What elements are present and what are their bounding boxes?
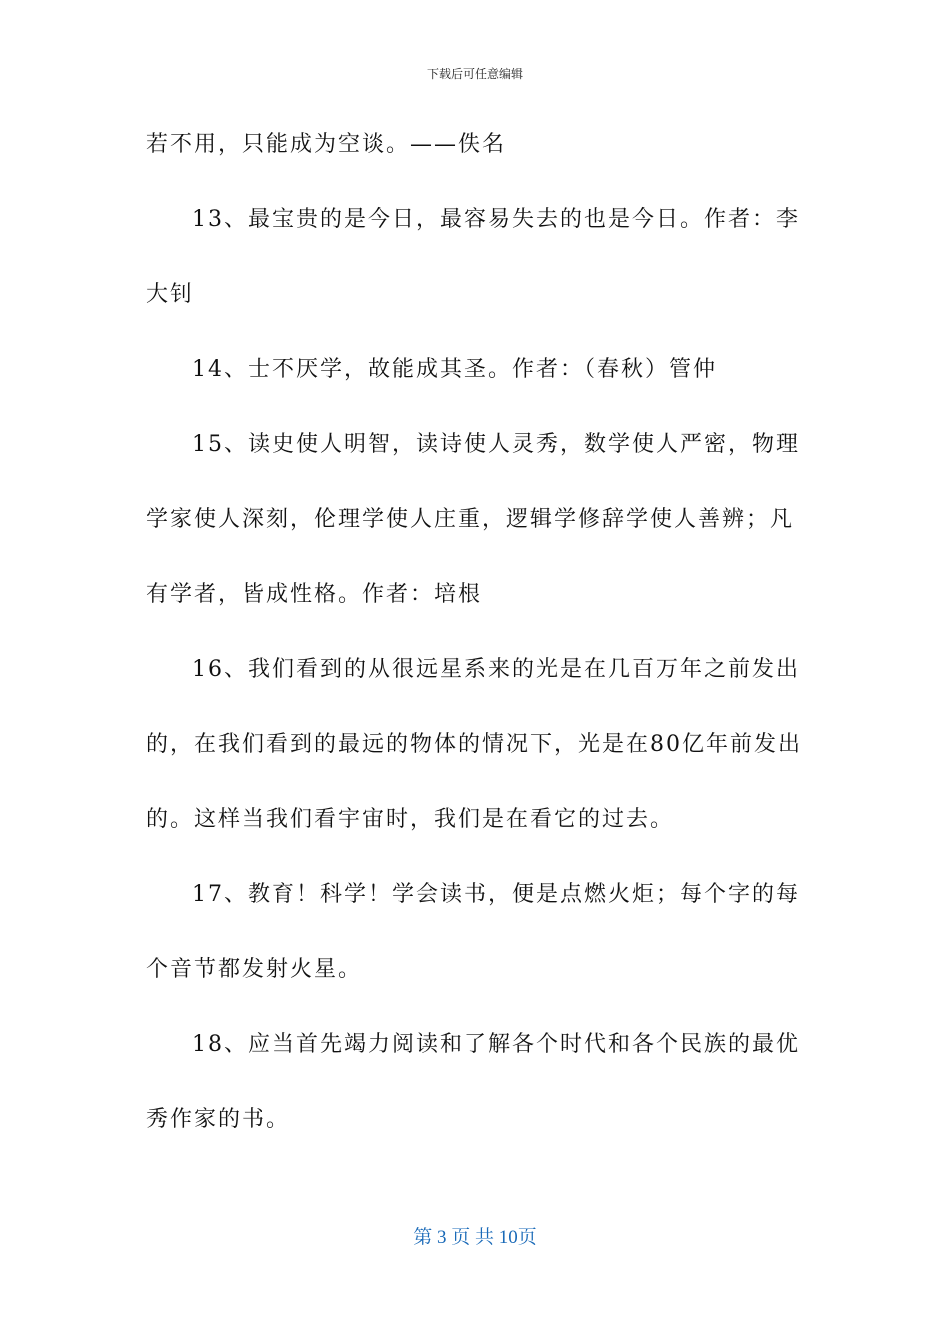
text-line-12: 个音节都发射火星。: [146, 957, 363, 982]
text-line-10: 的。这样当我们看宇宙时，我们是在看它的过去。: [146, 807, 675, 832]
document-body: [146, 120, 806, 1170]
page-number-footer: 第 3 页 共 10页: [413, 1227, 537, 1248]
text-line-4: 14、士不厌学，故能成其圣。作者：（春秋）管仲: [192, 357, 717, 382]
text-line-7: 有学者，皆成性格。作者：培根: [146, 582, 483, 607]
header-note: 下载后可任意编辑: [426, 67, 523, 81]
text-line-6: 学家使人深刻，伦理学使人庄重，逻辑学修辞学使人善辨；凡: [146, 507, 795, 532]
text-line-5: 15、读史使人明智，读诗使人灵秀，数学使人严密，物理: [192, 432, 800, 457]
text-line-13: 18、应当首先竭力阅读和了解各个时代和各个民族的最优: [192, 1032, 800, 1057]
text-line-1: 若不用，只能成为空谈。——佚名: [146, 132, 507, 157]
text-line-9: 的，在我们看到的最远的物体的情况下，光是在80亿年前发出: [146, 732, 802, 757]
text-line-8: 16、我们看到的从很远星系来的光是在几百万年之前发出: [192, 657, 800, 682]
text-line-14: 秀作家的书。: [146, 1107, 291, 1132]
text-line-2: 13、最宝贵的是今日，最容易失去的也是今日。作者：李: [192, 207, 800, 232]
text-line-11: 17、教育！科学！学会读书，便是点燃火炬；每个字的每: [192, 882, 800, 907]
text-line-3: 大钊: [146, 282, 195, 307]
